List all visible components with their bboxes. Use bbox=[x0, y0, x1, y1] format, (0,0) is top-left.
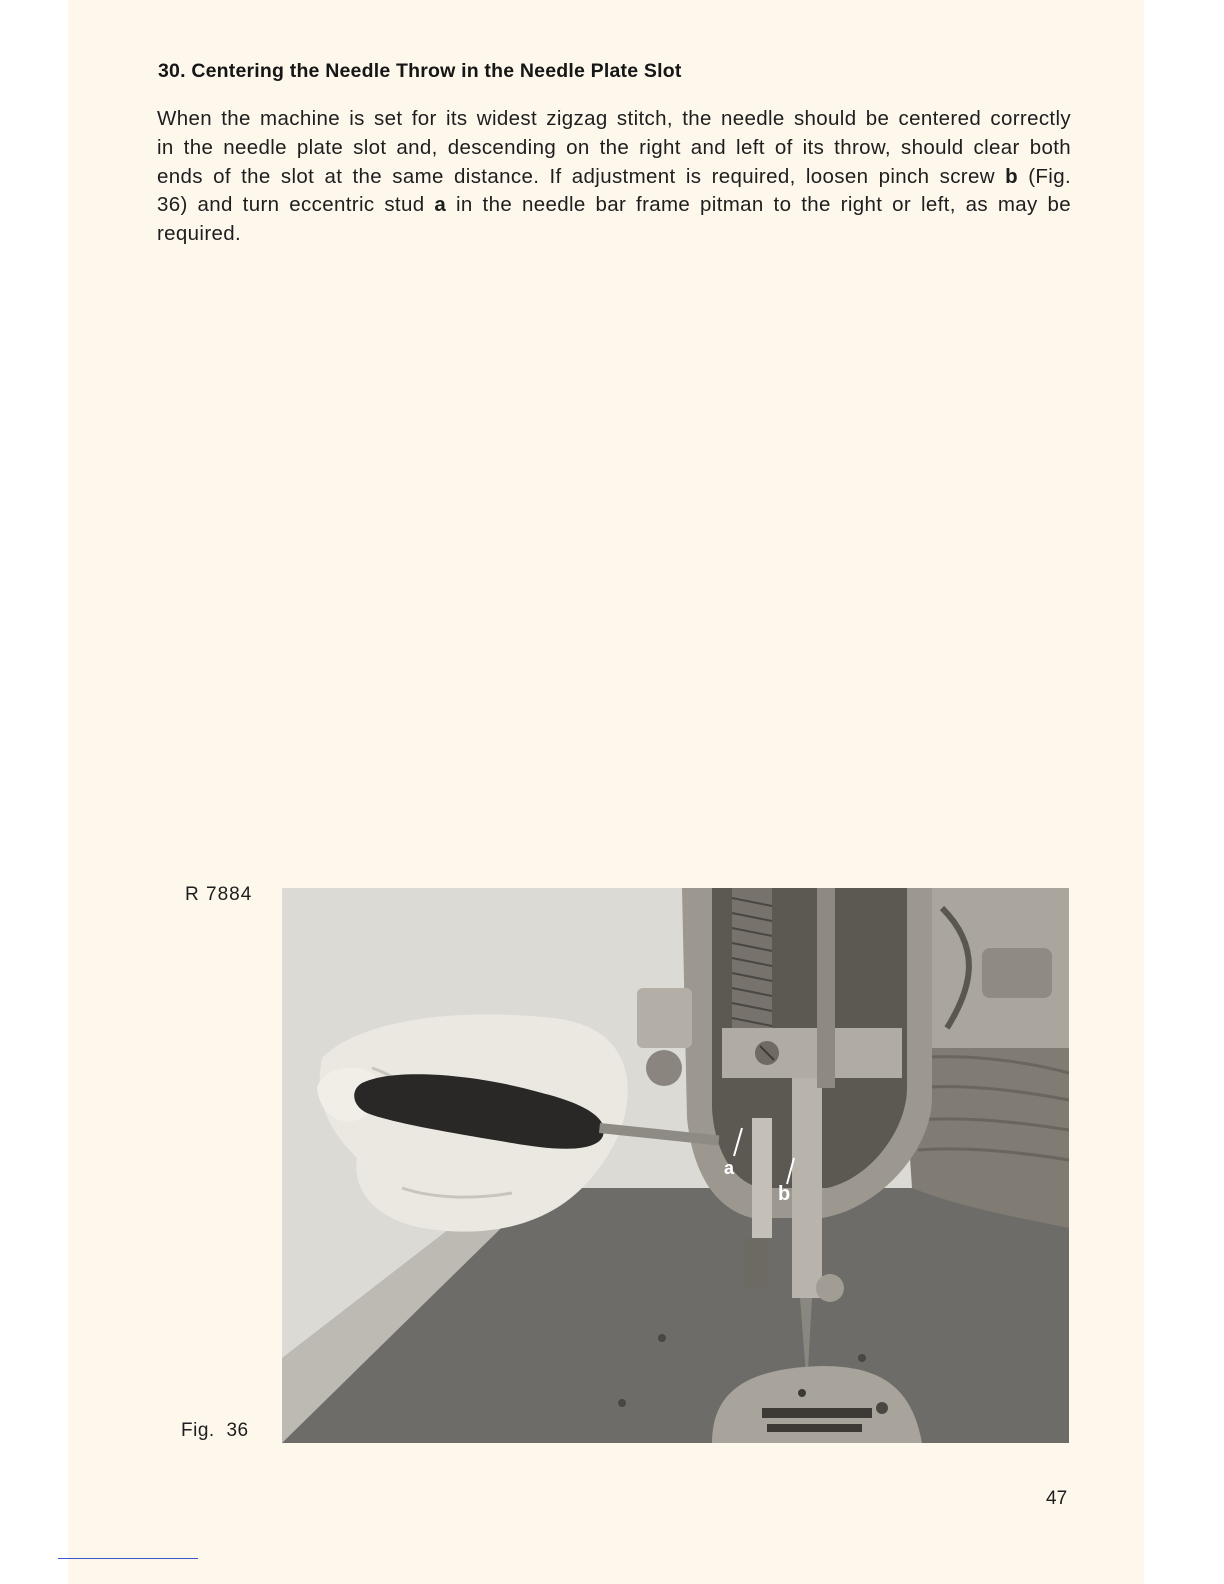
figure-photo-needle-bar-adjustment bbox=[282, 888, 1069, 1443]
figure-caption: Fig. 36 bbox=[181, 1420, 249, 1441]
scan-margin bbox=[0, 0, 68, 1584]
page-number: 47 bbox=[1046, 1488, 1068, 1509]
callout-b: b bbox=[778, 1183, 791, 1205]
ref-pinch-screw-b: b bbox=[1005, 164, 1018, 188]
manual-page bbox=[68, 0, 1144, 1584]
footnote-rule bbox=[58, 1558, 198, 1559]
section-body bbox=[157, 105, 1071, 249]
figure-reference-code: R 7884 bbox=[185, 884, 253, 905]
body-text-part-2: (Fig. 36) and turn eccentric stud bbox=[157, 164, 1071, 217]
body-text-part-1: When the machine is set for its widest zigzag stitch, the needle should be centered correctly in the needle plate slot and, descending on the right and left of its throw, should clear both ends of the slot at the same distance. If adjustment is required, loosen pinch screw bbox=[157, 107, 1071, 188]
body-text-part-3: in the needle bar frame pitman to the right or left, as may be required. bbox=[157, 193, 1071, 246]
callout-a: a bbox=[724, 1158, 735, 1178]
ref-eccentric-stud-a: a bbox=[434, 193, 447, 217]
section-title: 30. Centering the Needle Throw in the Needle Plate Slot bbox=[158, 60, 682, 82]
